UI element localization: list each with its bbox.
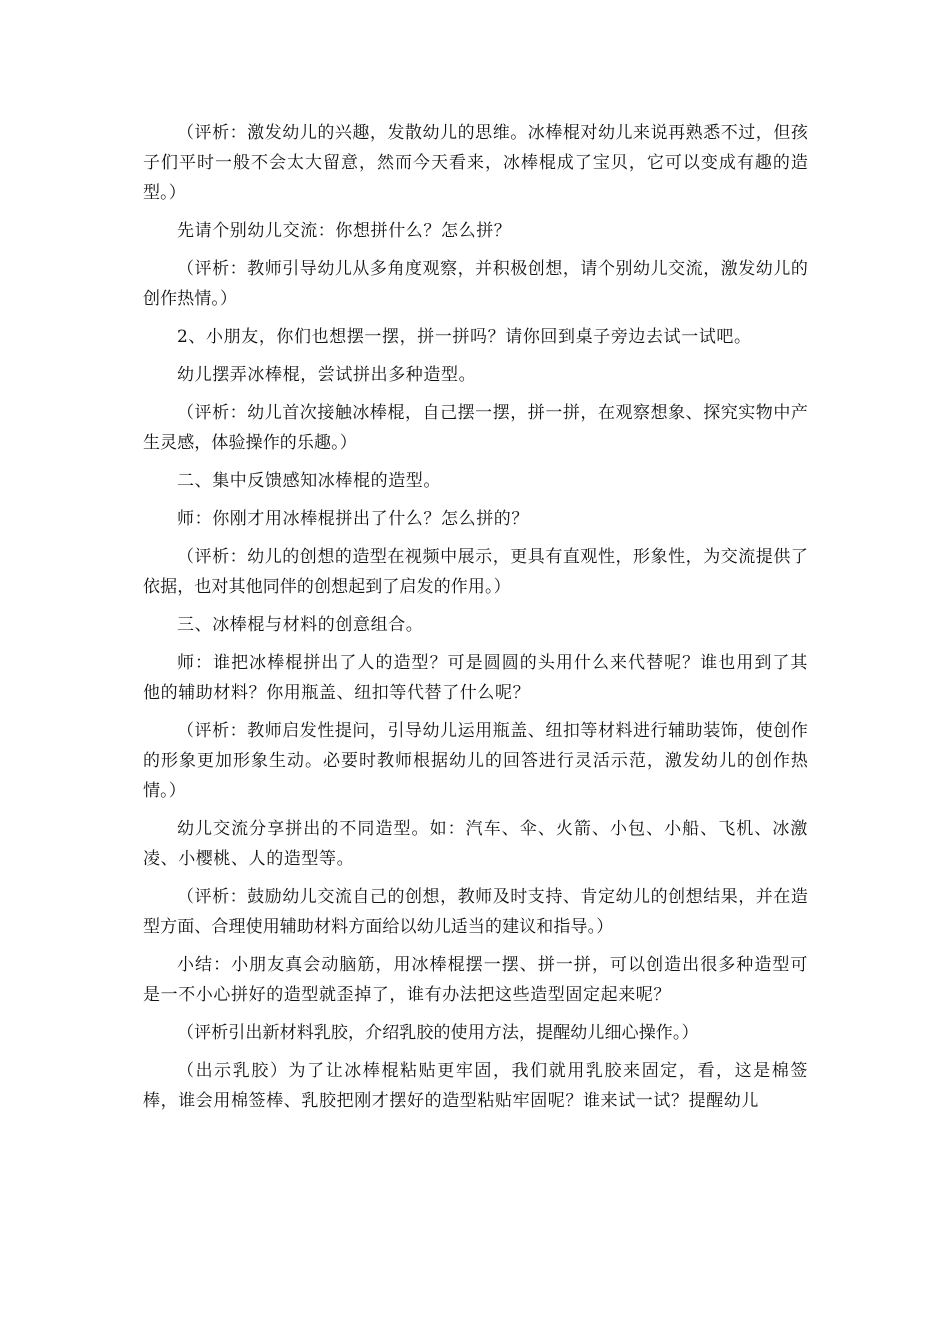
evaluation-paragraph: （评析：教师引导幼儿从多角度观察，并积极创想，请个别幼儿交流，激发幼儿的创作热情。） xyxy=(143,259,808,309)
document-page xyxy=(143,118,808,1124)
section-heading: 三、冰棒棍与材料的创意组合。 xyxy=(177,615,424,635)
body-paragraph: （出示乳胶）为了让冰棒棍粘贴更牢固，我们就用乳胶来固定，看，这是棉签棒，谁会用棉签棒、乳胶把刚才摆好的造型粘贴牢固呢？谁来试一试？提醒幼儿 xyxy=(143,1061,808,1111)
body-paragraph: 幼儿摆弄冰棒棍，尝试拼出多种造型。 xyxy=(177,365,477,385)
body-paragraph: 幼儿交流分享拼出的不同造型。如：汽车、伞、火箭、小包、小船、飞机、冰激凌、小樱桃、人的造型等。 xyxy=(143,819,808,869)
evaluation-paragraph: （评析：激发幼儿的兴趣，发散幼儿的思维。冰棒棍对幼儿来说再熟悉不过，但孩子们平时一般不会太大留意，然而今天看来，冰棒棍成了宝贝，它可以变成有趣的造型。） xyxy=(143,123,808,203)
evaluation-paragraph: （评析：幼儿首次接触冰棒棍，自己摆一摆，拼一拼，在观察想象、探究实物中产生灵感，体验操作的乐趣。） xyxy=(143,403,808,453)
body-paragraph: 师：谁把冰棒棍拼出了人的造型？可是圆圆的头用什么来代替呢？谁也用到了其他的辅助材料？你用瓶盖、纽扣等代替了什么呢？ xyxy=(143,653,808,703)
evaluation-paragraph: （评析引出新材料乳胶，介绍乳胶的使用方法，提醒幼儿细心操作。） xyxy=(177,1023,699,1043)
evaluation-paragraph: （评析：幼儿的创想的造型在视频中展示，更具有直观性，形象性，为交流提供了依据，也对其他同伴的创想起到了启发的作用。） xyxy=(143,547,808,597)
body-paragraph: 先请个别幼儿交流：你想拼什么？怎么拼？ xyxy=(177,221,512,241)
section-heading: 二、集中反馈感知冰棒棍的造型。 xyxy=(177,471,441,491)
body-paragraph: 2、小朋友，你们也想摆一摆，拼一拼吗？请你回到桌子旁边去试一试吧。 xyxy=(177,327,752,347)
body-paragraph: 师：你刚才用冰棒棍拼出了什么？怎么拼的？ xyxy=(177,509,529,529)
evaluation-paragraph: （评析：教师启发性提问，引导幼儿运用瓶盖、纽扣等材料进行辅助装饰，使创作的形象更加形象生动。必要时教师根据幼儿的回答进行灵活示范，激发幼儿的创作热情。） xyxy=(143,721,808,801)
summary-paragraph: 小结：小朋友真会动脑筋，用冰棒棍摆一摆、拼一拼，可以创造出很多种造型可是一不小心拼好的造型就歪掉了，谁有办法把这些造型固定起来呢？ xyxy=(143,955,808,1005)
evaluation-paragraph: （评析：鼓励幼儿交流自己的创想，教师及时支持、肯定幼儿的创想结果，并在造型方面、合理使用辅助材料方面给以幼儿适当的建议和指导。） xyxy=(143,887,808,937)
